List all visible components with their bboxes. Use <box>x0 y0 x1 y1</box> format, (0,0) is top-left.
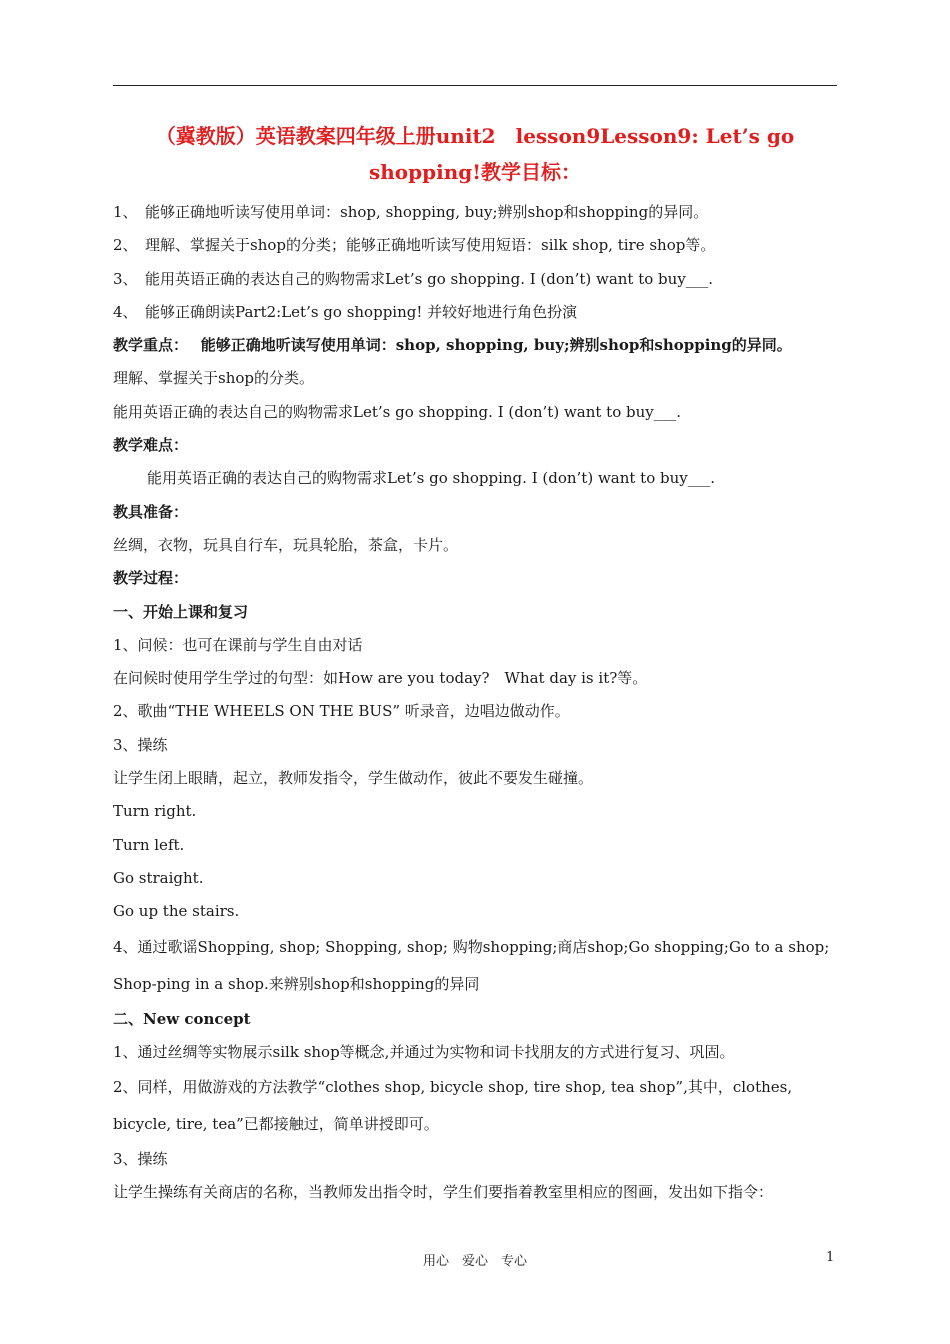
concept-step-3: 3、操练 <box>113 1150 168 1169</box>
key-points-line-2: 理解、掌握关于shop的分类。 <box>113 369 314 388</box>
concept-step-2: 2、同样，用做游戏的方法教学“clothes shop, bicycle shop, tire shop, tea shop”,其中，clothes, bicycle, tire, tea”已都接触过，简单讲授即可。 <box>113 1078 793 1134</box>
footer-motto: 用心 爱心 专心 <box>422 1254 527 1269</box>
key-points: 教学重点： 能够正确地听读写使用单词：shop, shopping, buy;辨别shop和shopping的异同。 <box>113 336 792 355</box>
process-heading: 教学过程： <box>113 569 189 588</box>
section-1-heading: 一、开始上课和复习 <box>113 602 249 621</box>
command-go-up-stairs: Go up the stairs. <box>113 902 240 921</box>
command-turn-left: Turn left. <box>113 835 185 854</box>
materials-text: 丝绸，衣物，玩具自行车，玩具轮胎，茶盒，卡片。 <box>113 535 459 554</box>
header-rule <box>113 85 837 86</box>
materials-heading: 教具准备： <box>113 502 189 521</box>
document-title: （冀教版）英语教案四年级上册unit2 lesson9Lesson9: Let’s go shopping!教学目标： <box>155 124 795 184</box>
section-2-heading: 二、New concept <box>113 1009 251 1028</box>
objective-1: 1、 能够正确地听读写使用单词：shop, shopping, buy;辨别shop和shopping的异同。 <box>113 203 709 221</box>
step-2-song: 2、歌曲“THE WHEELS ON THE BUS” 听录音，边唱边做动作。 <box>113 702 570 721</box>
step-1-greeting: 1、问候：也可在课前与学生自由对话 <box>113 635 363 654</box>
step-1-detail: 在问候时使用学生学过的句型：如How are you today? What day is it?等。 <box>113 669 648 688</box>
objective-2: 2、 理解、掌握关于shop的分类；能够正确地听读写使用短语：silk shop, tire shop等。 <box>113 236 716 255</box>
document-body <box>113 196 845 1210</box>
concept-step-3-detail: 让学生操练有关商店的名称，当教师发出指令时，学生们要指着教室里相应的图画，发出如下指令： <box>113 1183 774 1202</box>
concept-step-1: 1、通过丝绸等实物展示silk shop等概念,并通过为实物和词卡找朋友的方式进行复习、巩固。 <box>113 1042 735 1061</box>
step-3-drill: 3、操练 <box>113 735 168 754</box>
page-number: 1 <box>826 1250 835 1265</box>
difficulties-text: 能用英语正确的表达自己的购物需求Let’s go shopping. I (don’t) want to buy___. <box>147 469 716 488</box>
step-4-chant: 4、通过歌谣Shopping, shop; Shopping, shop; 购物shopping;商店shop;Go shopping;Go to a shop; Shop-ping in a shop.来辨别shop和shopping的异同 <box>113 937 845 993</box>
objective-4: 4、 能够正确朗读Part2:Let’s go shopping! 并较好地进行角色扮演 <box>113 302 578 321</box>
objective-3: 3、 能用英语正确的表达自己的购物需求Let’s go shopping. I (don’t) want to buy___. <box>113 269 714 288</box>
difficulties-heading: 教学难点： <box>113 436 189 455</box>
command-go-straight: Go straight. <box>113 868 204 887</box>
step-3-detail: 让学生闭上眼睛，起立，教师发指令，学生做动作，彼此不要发生碰撞。 <box>113 769 594 788</box>
command-turn-right: Turn right. <box>113 802 197 821</box>
key-points-line-3: 能用英语正确的表达自己的购物需求Let’s go shopping. I (don’t) want to buy___. <box>113 402 682 421</box>
